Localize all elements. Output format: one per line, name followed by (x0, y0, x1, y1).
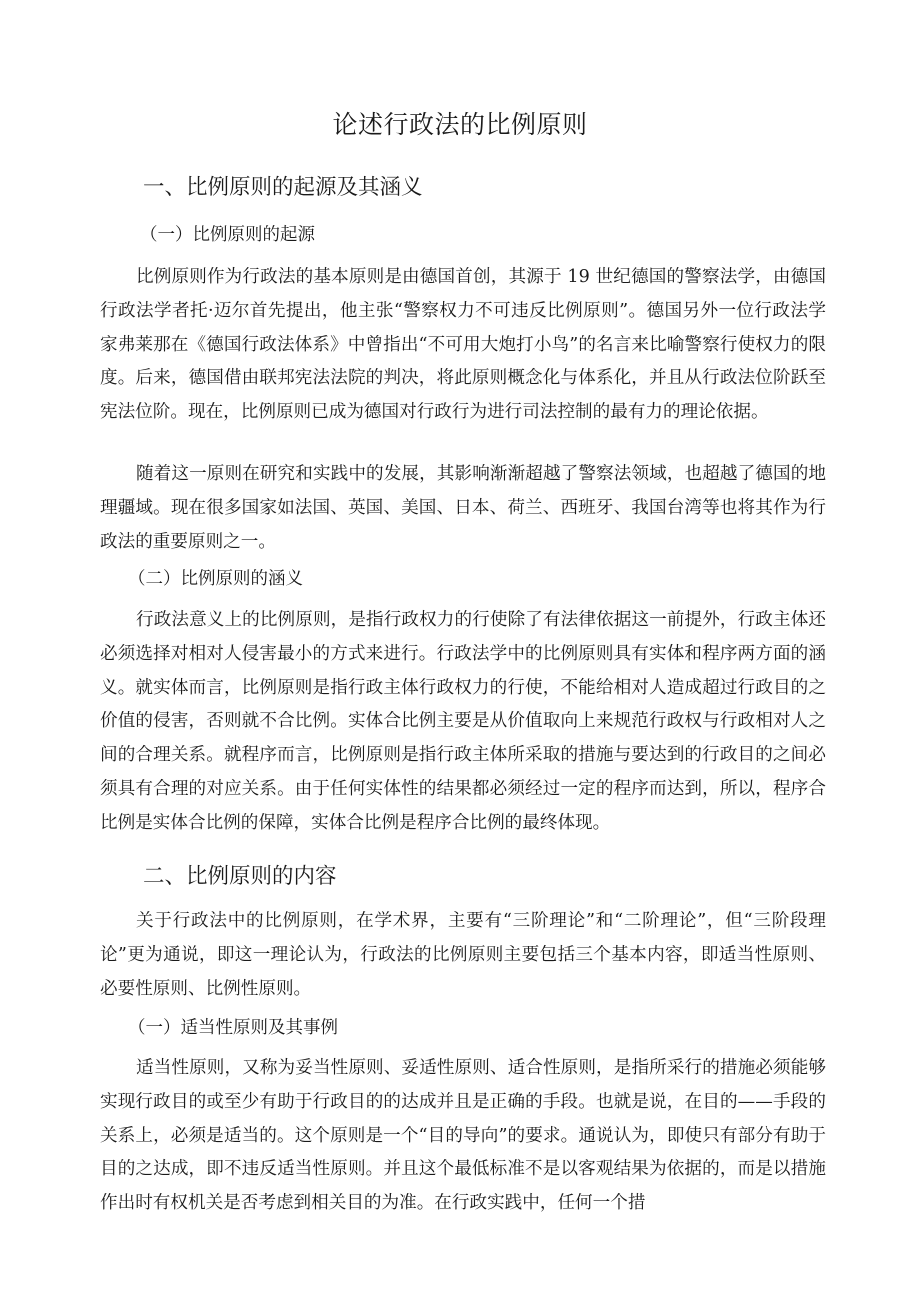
section-heading-2: 二、比例原则的内容 (143, 864, 337, 889)
document-title: 论述行政法的比例原则 (332, 110, 588, 139)
paragraph-origin-1: 比例原则作为行政法的基本原则是由德国首创，其源于 19 世纪德国的警察法学，由德国行政法学者托·迈尔首先提出，他主张“警察权力不可违反比例原则”。德国另外一位行政法学家弗莱那在《德国行政法体系》中曾指出“不可用大炮打小鸟”的名言来比喻警察行使权力的限度。后来，德国借由联邦宪法法院的判决，将此原则概念化与体系化，并且从行政法位阶跃至宪法位阶。现在，比例原则已成为德国对行政行为进行司法控制的最有力的理论依据。 (100, 267, 826, 423)
paragraph-content-intro: 关于行政法中的比例原则，在学术界，主要有“三阶理论”和“二阶理论”，但“三阶段理论”更为通说，即这一理论认为，行政法的比例原则主要包括三个基本内容，即适当性原则、必要性原则、比例性原则。 (100, 911, 826, 999)
paragraph-meaning-1: 行政法意义上的比例原则，是指行政权力的行使除了有法律依据这一前提外，行政主体还必须选择对相对人侵害最小的方式来进行。行政法学中的比例原则具有实体和程序两方面的涵义。就实体而言，比例原则是指行政主体行政权力的行使，不能给相对人造成超过行政目的之价值的侵害，否则就不合比例。实体合比例主要是从价值取向上来规范行政权与行政相对人之间的合理关系。就程序而言，比例原则是指行政主体所采取的措施与要达到的行政目的之间必须具有合理的对应关系。由于任何实体性的结果都必须经过一定的程序而达到，所以，程序合比例是实体合比例的保障，实体合比例是程序合比例的最终体现。 (100, 610, 826, 833)
paragraph-origin-2: 随着这一原则在研究和实践中的发展，其影响渐渐超越了警察法领域，也超越了德国的地理疆域。现在很多国家如法国、英国、美国、日本、荷兰、西班牙、我国台湾等也将其作为行政法的重要原则之一。 (100, 464, 826, 552)
subsection-heading-1-2: （二）比例原则的涵义 (128, 569, 303, 589)
paragraph-appropriateness-1: 适当性原则，又称为妥当性原则、妥适性原则、适合性原则，是指所采行的措施必须能够实现行政目的或至少有助于行政目的的达成并且是正确的手段。也就是说，在目的——手段的关系上，必须是适当的。这个原则是一个“目的导向”的要求。通说认为，即使只有部分有助于目的之达成，即不违反适当性原则。并且这个最低标准不是以客观结果为依据的，而是以措施作出时有权机关是否考虑到相关目的为准。在行政实践中，任何一个措 (100, 1058, 826, 1214)
section-heading-1: 一、比例原则的起源及其涵义 (143, 175, 423, 200)
subsection-heading-2-1: （一）适当性原则及其事例 (128, 1018, 338, 1038)
subsection-heading-1-1: （一）比例原则的起源 (140, 225, 315, 245)
